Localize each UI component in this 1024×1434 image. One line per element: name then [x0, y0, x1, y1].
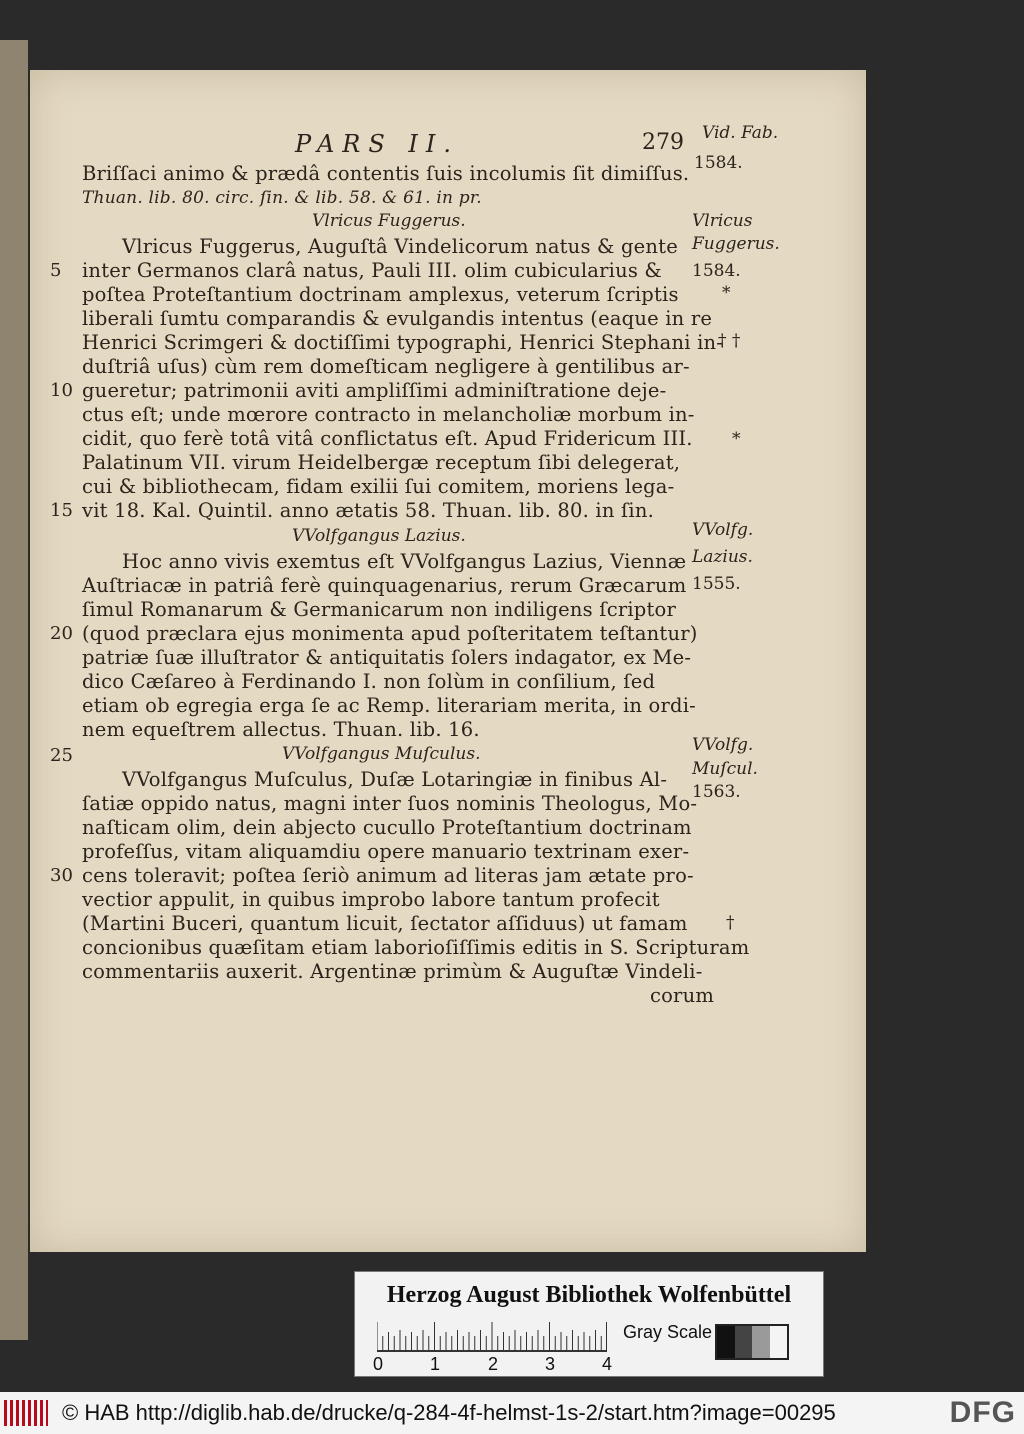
section-heading: VVolfgangus Muſculus.	[282, 744, 481, 764]
text-line: gueretur; patrimonii aviti ampliſſimi adminiſtratione deje-	[82, 379, 667, 402]
margin-note: Muſcul.	[692, 759, 758, 779]
line-number: 10	[50, 380, 73, 401]
margin-note: Vid. Fab.	[702, 123, 779, 143]
page-text	[30, 70, 866, 1252]
margin-note: 1584.	[694, 153, 743, 173]
text-line: ctus eſt; unde mœrore contracto in melancholiæ morbum in-	[82, 403, 695, 426]
text-line: nem equeſtrem allectus. Thuan. lib. 16.	[82, 718, 480, 741]
section-heading: VVolfgangus Lazius.	[292, 526, 466, 546]
library-name: Herzog August Bibliothek Wolfenbüttel	[386, 1282, 792, 1308]
margin-note: VVolfg.	[692, 735, 754, 755]
margin-note: VVolfg.	[692, 520, 754, 540]
margin-note: 1555.	[692, 574, 741, 594]
margin-note: 1563.	[692, 782, 741, 802]
text-line: Auſtriacæ in patriâ ferè quinquagenarius, rerum Græcarum	[82, 574, 687, 597]
ruler-number: 0	[373, 1354, 384, 1374]
line-number: 5	[50, 260, 62, 281]
text-line: cens toleravit; poſtea ſeriò animum ad literas jam ætate pro-	[82, 864, 694, 887]
text-line: (quod præclara ejus monimenta apud poſteritatem teſtantur)	[82, 622, 698, 645]
margin-note: Vlricus	[692, 211, 753, 231]
text-line: concionibus quæſitam etiam laborioſiſſimis editis in S. Scripturam	[82, 936, 750, 959]
running-head: PARS II.	[295, 130, 460, 158]
gray-scale-swatch	[715, 1324, 789, 1360]
text-line: ſatiæ oppido natus, magni inter ſuos nominis Theologus, Mo-	[82, 792, 698, 815]
text-line: corum	[650, 984, 715, 1007]
hab-logo-icon	[4, 1400, 48, 1426]
ruler-number: 3	[545, 1354, 556, 1374]
text-line: Thuan. lib. 80. circ. ſin. & lib. 58. & 61. in pr.	[82, 188, 482, 208]
text-line: dico Cæſareo à Ferdinando I. non ſolùm in conſilium, ſed	[82, 670, 656, 693]
footer-bar	[0, 1392, 1024, 1434]
text-line: profeſſus, vitam aliquamdiu opere manuario textrinam exer-	[82, 840, 690, 863]
text-line: (Martini Buceri, quantum licuit, ſectator aſſiduus) ut famam	[82, 912, 688, 935]
line-number: 20	[50, 623, 73, 644]
text-line: commentariis auxerit. Argentinæ primùm & Auguſtæ Vindeli-	[82, 960, 703, 983]
line-number: 25	[50, 745, 73, 766]
text-line: patriæ ſuæ illuſtrator & antiquitatis ſolers indagator, ex Me-	[82, 646, 692, 669]
margin-note: Lazius.	[692, 547, 753, 567]
margin-note: †	[726, 913, 735, 933]
ruler-number: 1	[430, 1354, 441, 1374]
scale-ruler	[377, 1322, 607, 1352]
previous-page-edge	[0, 40, 28, 1340]
ruler-number: 2	[488, 1354, 499, 1374]
gray-scale-label: Gray Scale	[623, 1322, 713, 1342]
text-line: Briſſaci animo & prædâ contentis ſuis incolumis ſit dimiſſus.	[82, 162, 690, 185]
text-line: Vlricus Fuggerus, Auguſtâ Vindelicorum natus & gente	[122, 235, 678, 258]
text-line: naſticam olim, dein abjecto cucullo Proteſtantium doctrinam	[82, 816, 692, 839]
text-line: inter Germanos clarâ natus, Pauli III. olim cubicularius &	[82, 259, 662, 282]
margin-note: 1584.	[692, 261, 741, 281]
text-line: VVolfgangus Muſculus, Duſæ Lotaringiæ in finibus Al-	[122, 768, 668, 791]
text-line: cidit, quo ferè totâ vitâ conflictatus eſt. Apud Fridericum III.	[82, 427, 693, 450]
book-page	[30, 70, 866, 1252]
line-number: 15	[50, 500, 73, 521]
margin-note: † †	[718, 331, 741, 351]
text-line: etiam ob egregia erga ſe ac Remp. literariam merita, in ordi-	[82, 694, 696, 717]
text-line: vit 18. Kal. Quintil. anno ætatis 58. Thuan. lib. 80. in ſin.	[82, 499, 655, 522]
ruler-number: 4	[602, 1354, 613, 1374]
text-line: liberali ſumtu comparandis & evulgandis intentus (eaque in re	[82, 307, 713, 330]
copyright-link[interactable]: © HAB http://diglib.hab.de/drucke/q-284-4f-helmst-1s-2/start.htm?image=00295	[62, 1400, 836, 1425]
line-number: 30	[50, 865, 73, 886]
page-number: 279	[642, 130, 684, 155]
text-line: Henrici Scrimgeri & doctiſſimi typographi, Henrici Stephani in-	[82, 331, 724, 354]
text-line: duſtriâ uſus) cùm rem domeſticam negligere à gentilibus ar-	[82, 355, 690, 378]
text-line: poſtea Proteſtantium doctrinam amplexus, veterum ſcriptis	[82, 283, 679, 306]
text-line: ſimul Romanarum & Germanicarum non indiligens ſcriptor	[82, 598, 676, 621]
dfg-logo: DFG	[949, 1396, 1016, 1429]
text-line: vectior appulit, in quibus improbo labore tantum profecit	[82, 888, 660, 911]
text-line: Hoc anno vivis exemtus eſt VVolfgangus Lazius, Viennæ	[122, 550, 687, 573]
section-heading: Vlricus Fuggerus.	[312, 211, 466, 231]
ruler-ticks	[377, 1322, 607, 1350]
text-line: Palatinum VII. virum Heidelbergæ receptum ſibi delegerat,	[82, 451, 681, 474]
margin-note: Fuggerus.	[692, 234, 780, 254]
text-line: cui & bibliothecam, fidam exilii ſui comitem, moriens lega-	[82, 475, 675, 498]
margin-note: *	[722, 283, 731, 303]
margin-note: *	[732, 429, 741, 449]
library-color-card	[354, 1271, 824, 1377]
